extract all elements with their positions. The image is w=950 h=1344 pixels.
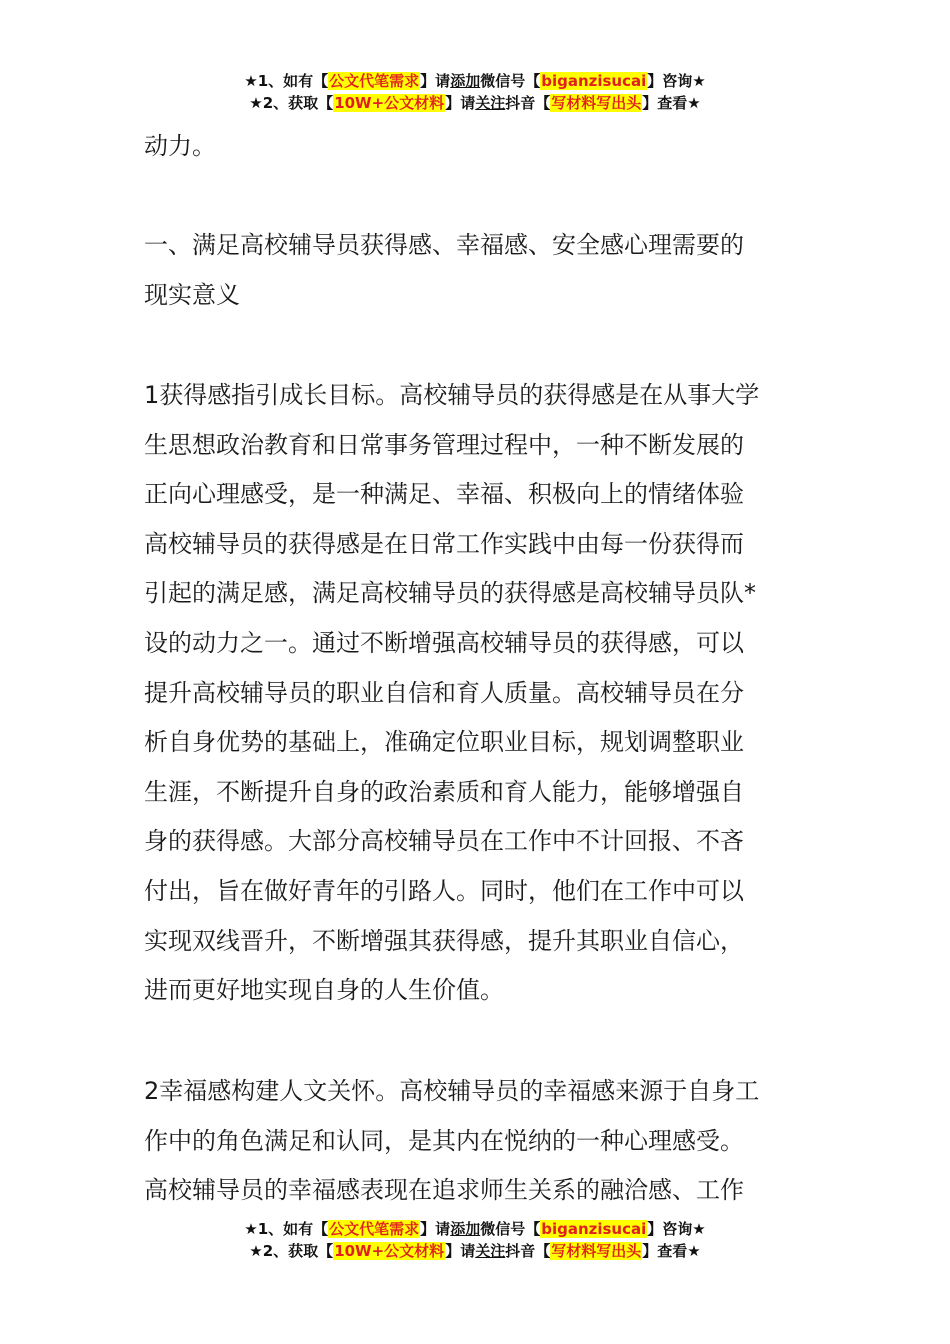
banner-line-1: ★1、如有【公文代笔需求】请添加微信号【biganzisucai】咨询★ (244, 72, 706, 90)
highlight-materials: 10W+公文材料 (334, 94, 445, 112)
highlight-douyin-id: 写材料写出头 (551, 94, 642, 112)
bottom-banner (0, 1218, 950, 1262)
banner-line-2: ★2、获取【10W+公文材料】请关注抖音【写材料写出头】查看★ (249, 94, 701, 112)
highlight-service: 公文代笔需求 (329, 72, 420, 90)
highlight-materials: 10W+公文材料 (334, 1242, 445, 1260)
highlight-douyin-id: 写材料写出头 (551, 1242, 642, 1260)
banner-line-2: ★2、获取【10W+公文材料】请关注抖音【写材料写出头】查看★ (249, 1242, 701, 1260)
banner-line-1: ★1、如有【公文代笔需求】请添加微信号【biganzisucai】咨询★ (244, 1220, 706, 1238)
text-fragment: 动力。 (144, 132, 216, 160)
highlight-wechat-id: biganzisucai (541, 1220, 647, 1238)
top-banner (0, 70, 950, 114)
highlight-wechat-id: biganzisucai (541, 72, 647, 90)
highlight-service: 公文代笔需求 (329, 1220, 420, 1238)
paragraph-happiness: 2幸福感构建人文关怀。高校辅导员的幸福感来源于自身工 作中的角色满足和认同，是其内在悦纳的一种心理感受。 高校辅导员的幸福感表现在追求师生关系的融洽感、工作 (144, 1077, 760, 1205)
paragraph-gain: 1获得感指引成长目标。高校辅导员的获得感是在从事大学 生思想政治教育和日常事务管理过程中，一种不断发展的 正向心理感受，是一种满足、幸福、积极向上的情绪体验 高校辅导员的获得感是在日常工作实践中由每一份获得而 引起的满足感，满足高校辅导员的获得感是高校辅导员队* 设的动力之一。通过不断增强高校辅导员的获得感，可以 提升高校辅导员的职业自信和育人质量。高校辅导员在分 析自身优势的基础上，准确定位职业目标，规划调整职业 生涯，不断提升自身的政治素质和育人能力，能够增强自 身的获得感。大部分高校辅导员在工作中不计回报、不吝 付出，旨在做好青年的引路人。同时，他们在工作中可以 实现双线晋升，不断增强其获得感，提升其职业自信心， 进而更好地实现自身的人生价值。 (144, 381, 760, 1005)
section-heading: 一、满足高校辅导员获得感、幸福感、安全感心理需要的 现实意义 (144, 231, 744, 309)
